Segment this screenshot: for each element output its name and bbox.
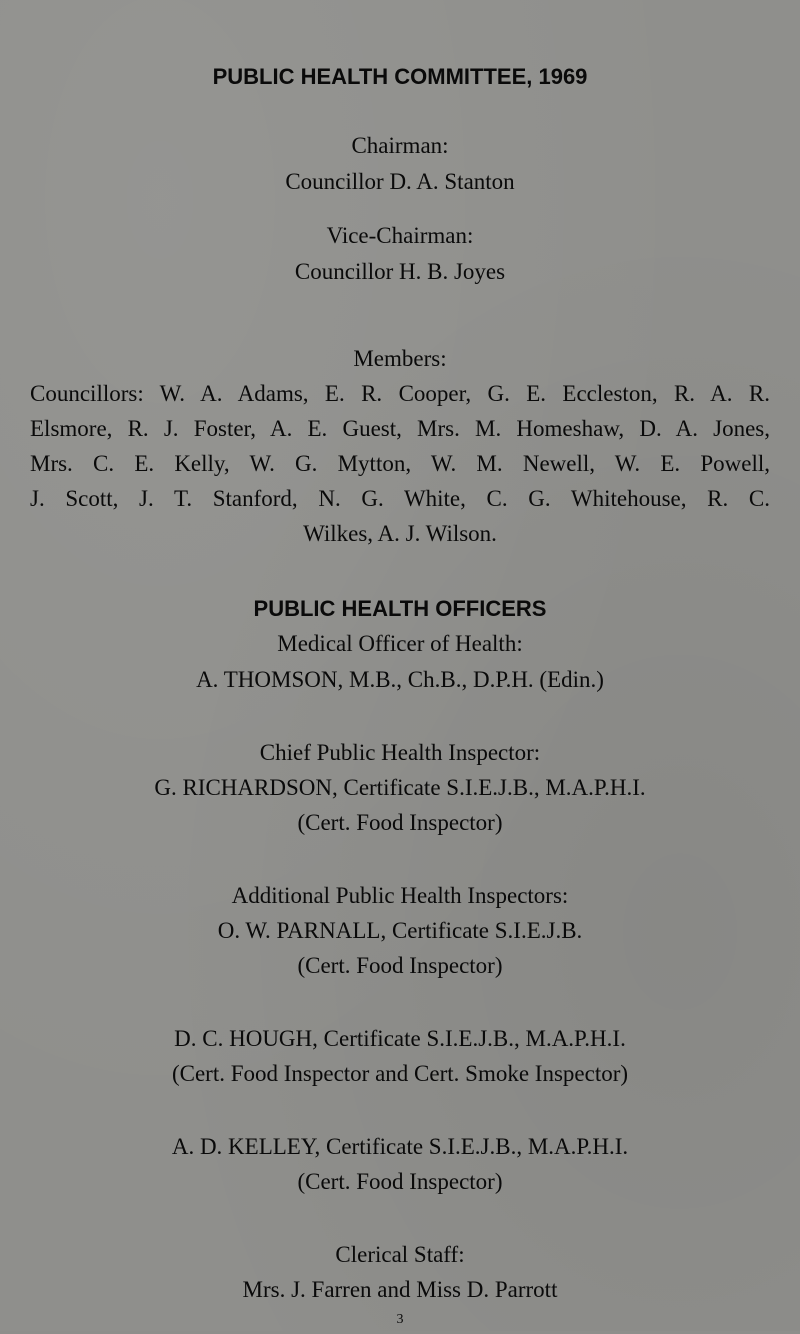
members-line: Mrs. C. E. Kelly, W. G. Mytton, W. M. Newell, W. E. Powell, — [30, 451, 770, 476]
chief-inspector-note: (Cert. Food Inspector) — [297, 810, 503, 835]
vice-chairman-name: Councillor H. B. Joyes — [294, 259, 506, 284]
chairman-label: Chairman: — [351, 133, 449, 158]
inspector-note: (Cert. Food Inspector) — [297, 953, 503, 978]
inspector-note: (Cert. Food Inspector and Cert. Smoke Inspector) — [171, 1061, 629, 1086]
inspector-name: A. D. KELLEY, Certificate S.I.E.J.B., M.A.P.H.I. — [171, 1134, 629, 1159]
officers-heading: PUBLIC HEALTH OFFICERS — [253, 596, 547, 621]
page-number: 3 — [396, 1312, 404, 1327]
additional-inspectors-label: Additional Public Health Inspectors: — [231, 883, 569, 908]
page-title: PUBLIC HEALTH COMMITTEE, 1969 — [212, 64, 588, 89]
chief-inspector-label: Chief Public Health Inspector: — [259, 740, 541, 765]
members-line: J. Scott, J. T. Stanford, N. G. White, C. G. Whitehouse, R. C. — [30, 486, 770, 511]
clerical-staff-label: Clerical Staff: — [335, 1242, 465, 1267]
members-line: Councillors: W. A. Adams, E. R. Cooper, G. E. Eccleston, R. A. R. — [30, 381, 770, 406]
moh-name: A. THOMSON, M.B., Ch.B., D.P.H. (Edin.) — [196, 667, 604, 692]
chairman-name: Councillor D. A. Stanton — [285, 169, 515, 194]
vice-chairman-label: Vice-Chairman: — [326, 223, 474, 248]
members-line: Wilkes, A. J. Wilson. — [303, 521, 497, 546]
members-line: Elsmore, R. J. Foster, A. E. Guest, Mrs. M. Homeshaw, D. A. Jones, — [30, 416, 770, 441]
moh-label: Medical Officer of Health: — [277, 631, 523, 656]
inspector-name: O. W. PARNALL, Certificate S.I.E.J.B. — [217, 918, 583, 943]
chief-inspector-name: G. RICHARDSON, Certificate S.I.E.J.B., M.A.P.H.I. — [154, 775, 646, 800]
inspector-name: D. C. HOUGH, Certificate S.I.E.J.B., M.A.P.H.I. — [174, 1026, 626, 1051]
members-label: Members: — [353, 346, 447, 371]
inspector-note: (Cert. Food Inspector) — [297, 1169, 503, 1194]
clerical-staff-names: Mrs. J. Farren and Miss D. Parrott — [242, 1277, 558, 1302]
